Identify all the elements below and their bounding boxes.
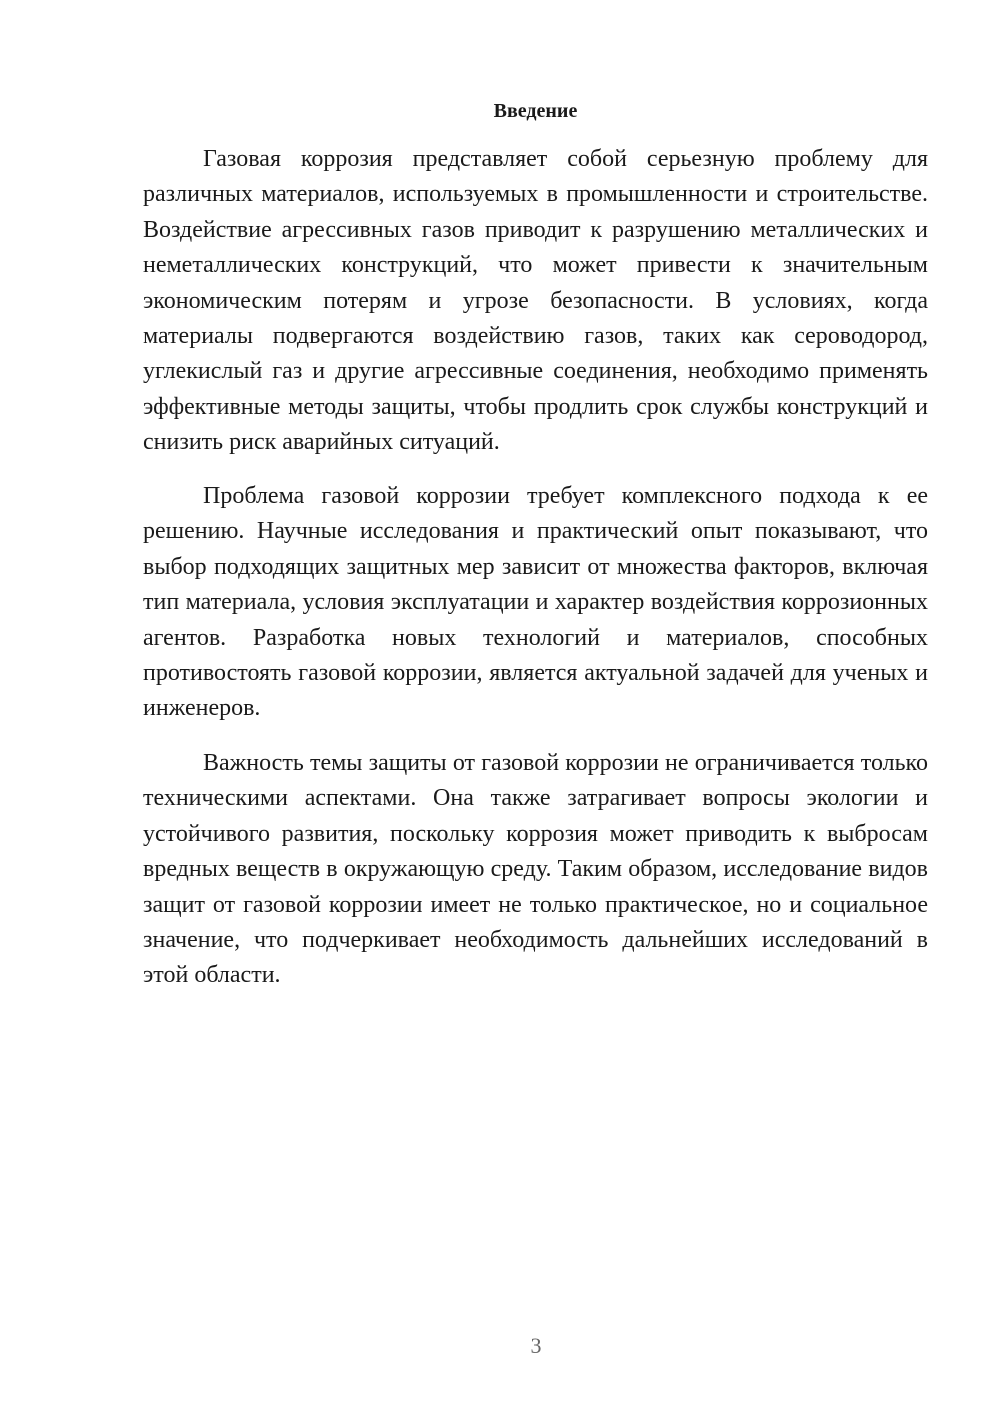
paragraph-approach: Проблема газовой коррозии требует комплексного подхода к ее решению. Научные исследования и практический опыт показывают, что выбор подходящих защитных мер зависит от множества факторов, включая тип материала, условия эксплуатации и характер воздействия коррозионных агентов. Разработка новых технологий и материалов, способных противостоять газовой коррозии, является актуальной задачей для ученых и инженеров. xyxy=(143,483,928,722)
paragraph-importance: Важность темы защиты от газовой коррозии не ограничивается только техническими аспектами. Она также затрагивает вопросы экологии и устойчивого развития, поскольку коррозия может приводить к выбросам вредных веществ в окружающую среду. Таким образом, исследование видов защит от газовой коррозии имеет не только практическое, но и социальное значение, что подчеркивает необходимость дальнейших исследований в этой области. xyxy=(143,750,928,989)
page-number: 3 xyxy=(530,1333,542,1358)
paragraph-introduction: Газовая коррозия представляет собой серьезную проблему для различных материалов, используемых в промышленности и строительстве. Воздействие агрессивных газов приводит к разрушению металлических и неметаллических конструкций, что может привести к значительным экономическим потерям и угрозе безопасности. В условиях, когда материалы подвергаются воздействию газов, таких как сероводород, углекислый газ и другие агрессивные соединения, необходимо применять эффективные методы защиты, чтобы продлить срок службы конструкций и снизить риск аварийных ситуаций. xyxy=(143,146,928,456)
section-heading: Введение xyxy=(493,100,578,122)
